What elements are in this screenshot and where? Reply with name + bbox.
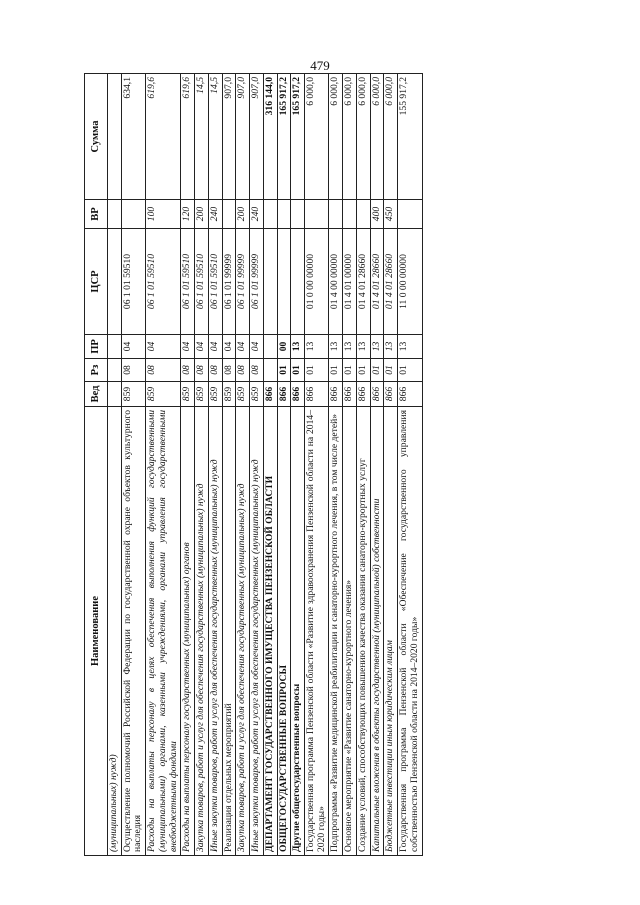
cell-sum xyxy=(108,74,122,200)
header-vr: ВР xyxy=(85,200,108,229)
cell-sum: 907,0 xyxy=(236,74,250,200)
cell-rz: 08 xyxy=(208,359,222,382)
cell-ved: 866 xyxy=(277,382,291,407)
cell-name: Расходы на выплаты персоналу государственных (муниципальных) органов xyxy=(181,407,195,856)
budget-table xyxy=(84,73,423,856)
cell-sum: 14,5 xyxy=(208,74,222,200)
cell-pr: 04 xyxy=(236,335,250,359)
table-row xyxy=(263,74,277,856)
cell-vr: 200 xyxy=(236,200,250,229)
page-number: 479 xyxy=(310,58,330,73)
cell-rz: 08 xyxy=(181,359,195,382)
cell-name: Другие общегосударственные вопросы xyxy=(291,407,305,856)
cell-pr xyxy=(263,335,277,359)
cell-rz: 01 xyxy=(356,359,370,382)
table-row xyxy=(208,74,222,856)
cell-pr: 04 xyxy=(208,335,222,359)
table-row xyxy=(305,74,329,856)
cell-name: Осуществление полномочий Российской Федерации по государственной охране объектов культурного наследия xyxy=(121,407,145,856)
cell-csr: 06 1 01 59510 xyxy=(208,229,222,335)
cell-sum: 316 144,0 xyxy=(263,74,277,200)
cell-csr: 06 1 01 59510 xyxy=(181,229,195,335)
cell-rz: 08 xyxy=(146,359,181,382)
cell-sum: 14,5 xyxy=(195,74,209,200)
cell-name: Иные закупки товаров, работ и услуг для обеспечения государственных (муниципальных) нужд xyxy=(250,407,264,856)
cell-name: Закупка товаров, работ и услуг для обеспечения государственных (муниципальных) нужд xyxy=(236,407,250,856)
cell-csr: 06 1 01 99999 xyxy=(236,229,250,335)
cell-sum: 6 000,0 xyxy=(343,74,357,200)
cell-pr: 13 xyxy=(370,335,384,359)
cell-csr: 01 4 01 28660 xyxy=(384,229,398,335)
table-row xyxy=(291,74,305,856)
cell-sum: 6 000,0 xyxy=(384,74,398,200)
cell-csr xyxy=(108,229,122,335)
cell-pr xyxy=(108,335,122,359)
table-row xyxy=(146,74,181,856)
cell-pr: 04 xyxy=(146,335,181,359)
table-row xyxy=(384,74,398,856)
table-row xyxy=(398,74,422,856)
cell-ved: 859 xyxy=(181,382,195,407)
table-row xyxy=(121,74,145,856)
cell-rz: 01 xyxy=(398,359,422,382)
cell-csr: 06 1 01 99999 xyxy=(222,229,236,335)
cell-pr: 04 xyxy=(222,335,236,359)
table-row xyxy=(222,74,236,856)
cell-pr: 00 xyxy=(277,335,291,359)
cell-sum: 6 000,0 xyxy=(305,74,329,200)
cell-vr: 100 xyxy=(146,200,181,229)
cell-sum: 6 000,0 xyxy=(329,74,343,200)
cell-name: Государственная программа Пензенской области «Обеспечение государственного управления собственностью Пензенской области на 2014–2020 годы» xyxy=(398,407,422,856)
cell-rz: 01 xyxy=(370,359,384,382)
header-sum: Сумма xyxy=(85,74,108,200)
cell-ved: 866 xyxy=(384,382,398,407)
cell-vr: 400 xyxy=(370,200,384,229)
table-row xyxy=(370,74,384,856)
cell-pr: 04 xyxy=(250,335,264,359)
cell-rz xyxy=(108,359,122,382)
cell-ved: 866 xyxy=(329,382,343,407)
header-pr: ПР xyxy=(85,335,108,359)
cell-vr xyxy=(398,200,422,229)
cell-csr: 01 4 01 00000 xyxy=(343,229,357,335)
cell-name: Закупка товаров, работ и услуг для обеспечения государственных (муниципальных) нужд xyxy=(195,407,209,856)
cell-csr xyxy=(277,229,291,335)
cell-ved: 866 xyxy=(263,382,277,407)
cell-rz: 08 xyxy=(121,359,145,382)
cell-vr xyxy=(305,200,329,229)
cell-csr: 06 1 01 99999 xyxy=(250,229,264,335)
cell-rz: 01 xyxy=(384,359,398,382)
cell-csr: 01 0 00 00000 xyxy=(305,229,329,335)
cell-csr: 11 0 00 00000 xyxy=(398,229,422,335)
cell-ved: 866 xyxy=(356,382,370,407)
cell-vr xyxy=(263,200,277,229)
cell-name: ОБЩЕГОСУДАРСТВЕННЫЕ ВОПРОСЫ xyxy=(277,407,291,856)
cell-sum: 634,1 xyxy=(121,74,145,200)
cell-vr xyxy=(277,200,291,229)
cell-vr: 450 xyxy=(384,200,398,229)
cell-vr: 240 xyxy=(208,200,222,229)
cell-csr: 06 1 01 59510 xyxy=(195,229,209,335)
cell-name: (муниципальных) нужд) xyxy=(108,407,122,856)
cell-name: Подпрограмма «Развитие медицинской реабилитации и санаторно-курортного лечения, в том числе детей» xyxy=(329,407,343,856)
cell-name: Расходы на выплаты персоналу в целях обеспечения выполнения функций государственными (муниципальными) органами, казенными учреждениями, органами управления государственными внебюджетными фондами xyxy=(146,407,181,856)
cell-pr: 13 xyxy=(305,335,329,359)
cell-ved: 866 xyxy=(370,382,384,407)
header-ved: Вед xyxy=(85,382,108,407)
cell-name: Реализация отдельных мероприятий xyxy=(222,407,236,856)
header-rz: Рз xyxy=(85,359,108,382)
cell-sum: 165 917,2 xyxy=(277,74,291,200)
cell-name: Государственная программа Пензенской области «Развитие здравоохранения Пензенской области на 2014–2020 годы» xyxy=(305,407,329,856)
table-row xyxy=(356,74,370,856)
cell-vr xyxy=(329,200,343,229)
cell-csr: 01 4 00 00000 xyxy=(329,229,343,335)
cell-csr xyxy=(291,229,305,335)
cell-ved: 859 xyxy=(250,382,264,407)
cell-rz: 08 xyxy=(250,359,264,382)
table-row xyxy=(343,74,357,856)
cell-ved: 866 xyxy=(291,382,305,407)
cell-name: Капитальные вложения в объекты государственной (муниципальной) собственности xyxy=(370,407,384,856)
cell-name: ДЕПАРТАМЕНТ ГОСУДАРСТВЕННОГО ИМУЩЕСТВА ПЕНЗЕНСКОЙ ОБЛАСТИ xyxy=(263,407,277,856)
cell-vr: 120 xyxy=(181,200,195,229)
cell-csr: 01 4 01 28660 xyxy=(356,229,370,335)
cell-sum: 155 917,2 xyxy=(398,74,422,200)
cell-csr: 06 1 01 59510 xyxy=(121,229,145,335)
cell-rz: 08 xyxy=(222,359,236,382)
cell-sum: 619,6 xyxy=(181,74,195,200)
cell-sum: 165 917,2 xyxy=(291,74,305,200)
table-row xyxy=(181,74,195,856)
header-name: Наименование xyxy=(85,407,108,856)
cell-rz xyxy=(263,359,277,382)
cell-vr xyxy=(108,200,122,229)
cell-pr: 13 xyxy=(384,335,398,359)
cell-rz: 01 xyxy=(343,359,357,382)
cell-csr: 01 4 01 28660 xyxy=(370,229,384,335)
cell-rz: 01 xyxy=(277,359,291,382)
cell-ved: 866 xyxy=(343,382,357,407)
cell-pr: 13 xyxy=(356,335,370,359)
cell-ved: 866 xyxy=(398,382,422,407)
cell-pr: 13 xyxy=(343,335,357,359)
cell-csr: 06 1 01 59510 xyxy=(146,229,181,335)
cell-pr: 04 xyxy=(195,335,209,359)
cell-ved xyxy=(108,382,122,407)
cell-ved: 859 xyxy=(121,382,145,407)
cell-pr: 13 xyxy=(398,335,422,359)
table-body xyxy=(108,74,423,856)
table-row xyxy=(277,74,291,856)
cell-pr: 13 xyxy=(329,335,343,359)
cell-rz: 01 xyxy=(291,359,305,382)
cell-ved: 859 xyxy=(222,382,236,407)
cell-name: Основное мероприятие «Развитие санаторно-курортного лечения» xyxy=(343,407,357,856)
header-csr: ЦСР xyxy=(85,229,108,335)
table-row xyxy=(329,74,343,856)
cell-vr xyxy=(343,200,357,229)
table-row xyxy=(236,74,250,856)
cell-rz: 01 xyxy=(305,359,329,382)
cell-ved: 859 xyxy=(208,382,222,407)
rotated-table-container xyxy=(84,74,562,856)
cell-sum: 907,0 xyxy=(222,74,236,200)
cell-rz: 08 xyxy=(195,359,209,382)
cell-sum: 907,0 xyxy=(250,74,264,200)
table-row xyxy=(108,74,122,856)
cell-pr: 04 xyxy=(181,335,195,359)
table-row xyxy=(250,74,264,856)
cell-ved: 859 xyxy=(146,382,181,407)
cell-name: Бюджетные инвестиции иным юридическим лицам xyxy=(384,407,398,856)
cell-name: Иные закупки товаров, работ и услуг для обеспечения государственных (муниципальных) нужд xyxy=(208,407,222,856)
cell-sum: 6 000,0 xyxy=(370,74,384,200)
cell-vr: 200 xyxy=(195,200,209,229)
cell-sum: 619,6 xyxy=(146,74,181,200)
table-row xyxy=(195,74,209,856)
cell-name: Создание условий, способствующих повышению качества оказания санаторно-курортных услуг xyxy=(356,407,370,856)
cell-ved: 859 xyxy=(195,382,209,407)
cell-vr xyxy=(222,200,236,229)
table-header-row xyxy=(85,74,108,856)
cell-rz: 08 xyxy=(236,359,250,382)
cell-csr xyxy=(263,229,277,335)
cell-ved: 859 xyxy=(236,382,250,407)
cell-vr xyxy=(356,200,370,229)
cell-rz: 01 xyxy=(329,359,343,382)
cell-pr: 13 xyxy=(291,335,305,359)
cell-sum: 6 000,0 xyxy=(356,74,370,200)
cell-ved: 866 xyxy=(305,382,329,407)
cell-pr: 04 xyxy=(121,335,145,359)
cell-vr xyxy=(291,200,305,229)
cell-vr: 240 xyxy=(250,200,264,229)
cell-vr xyxy=(121,200,145,229)
